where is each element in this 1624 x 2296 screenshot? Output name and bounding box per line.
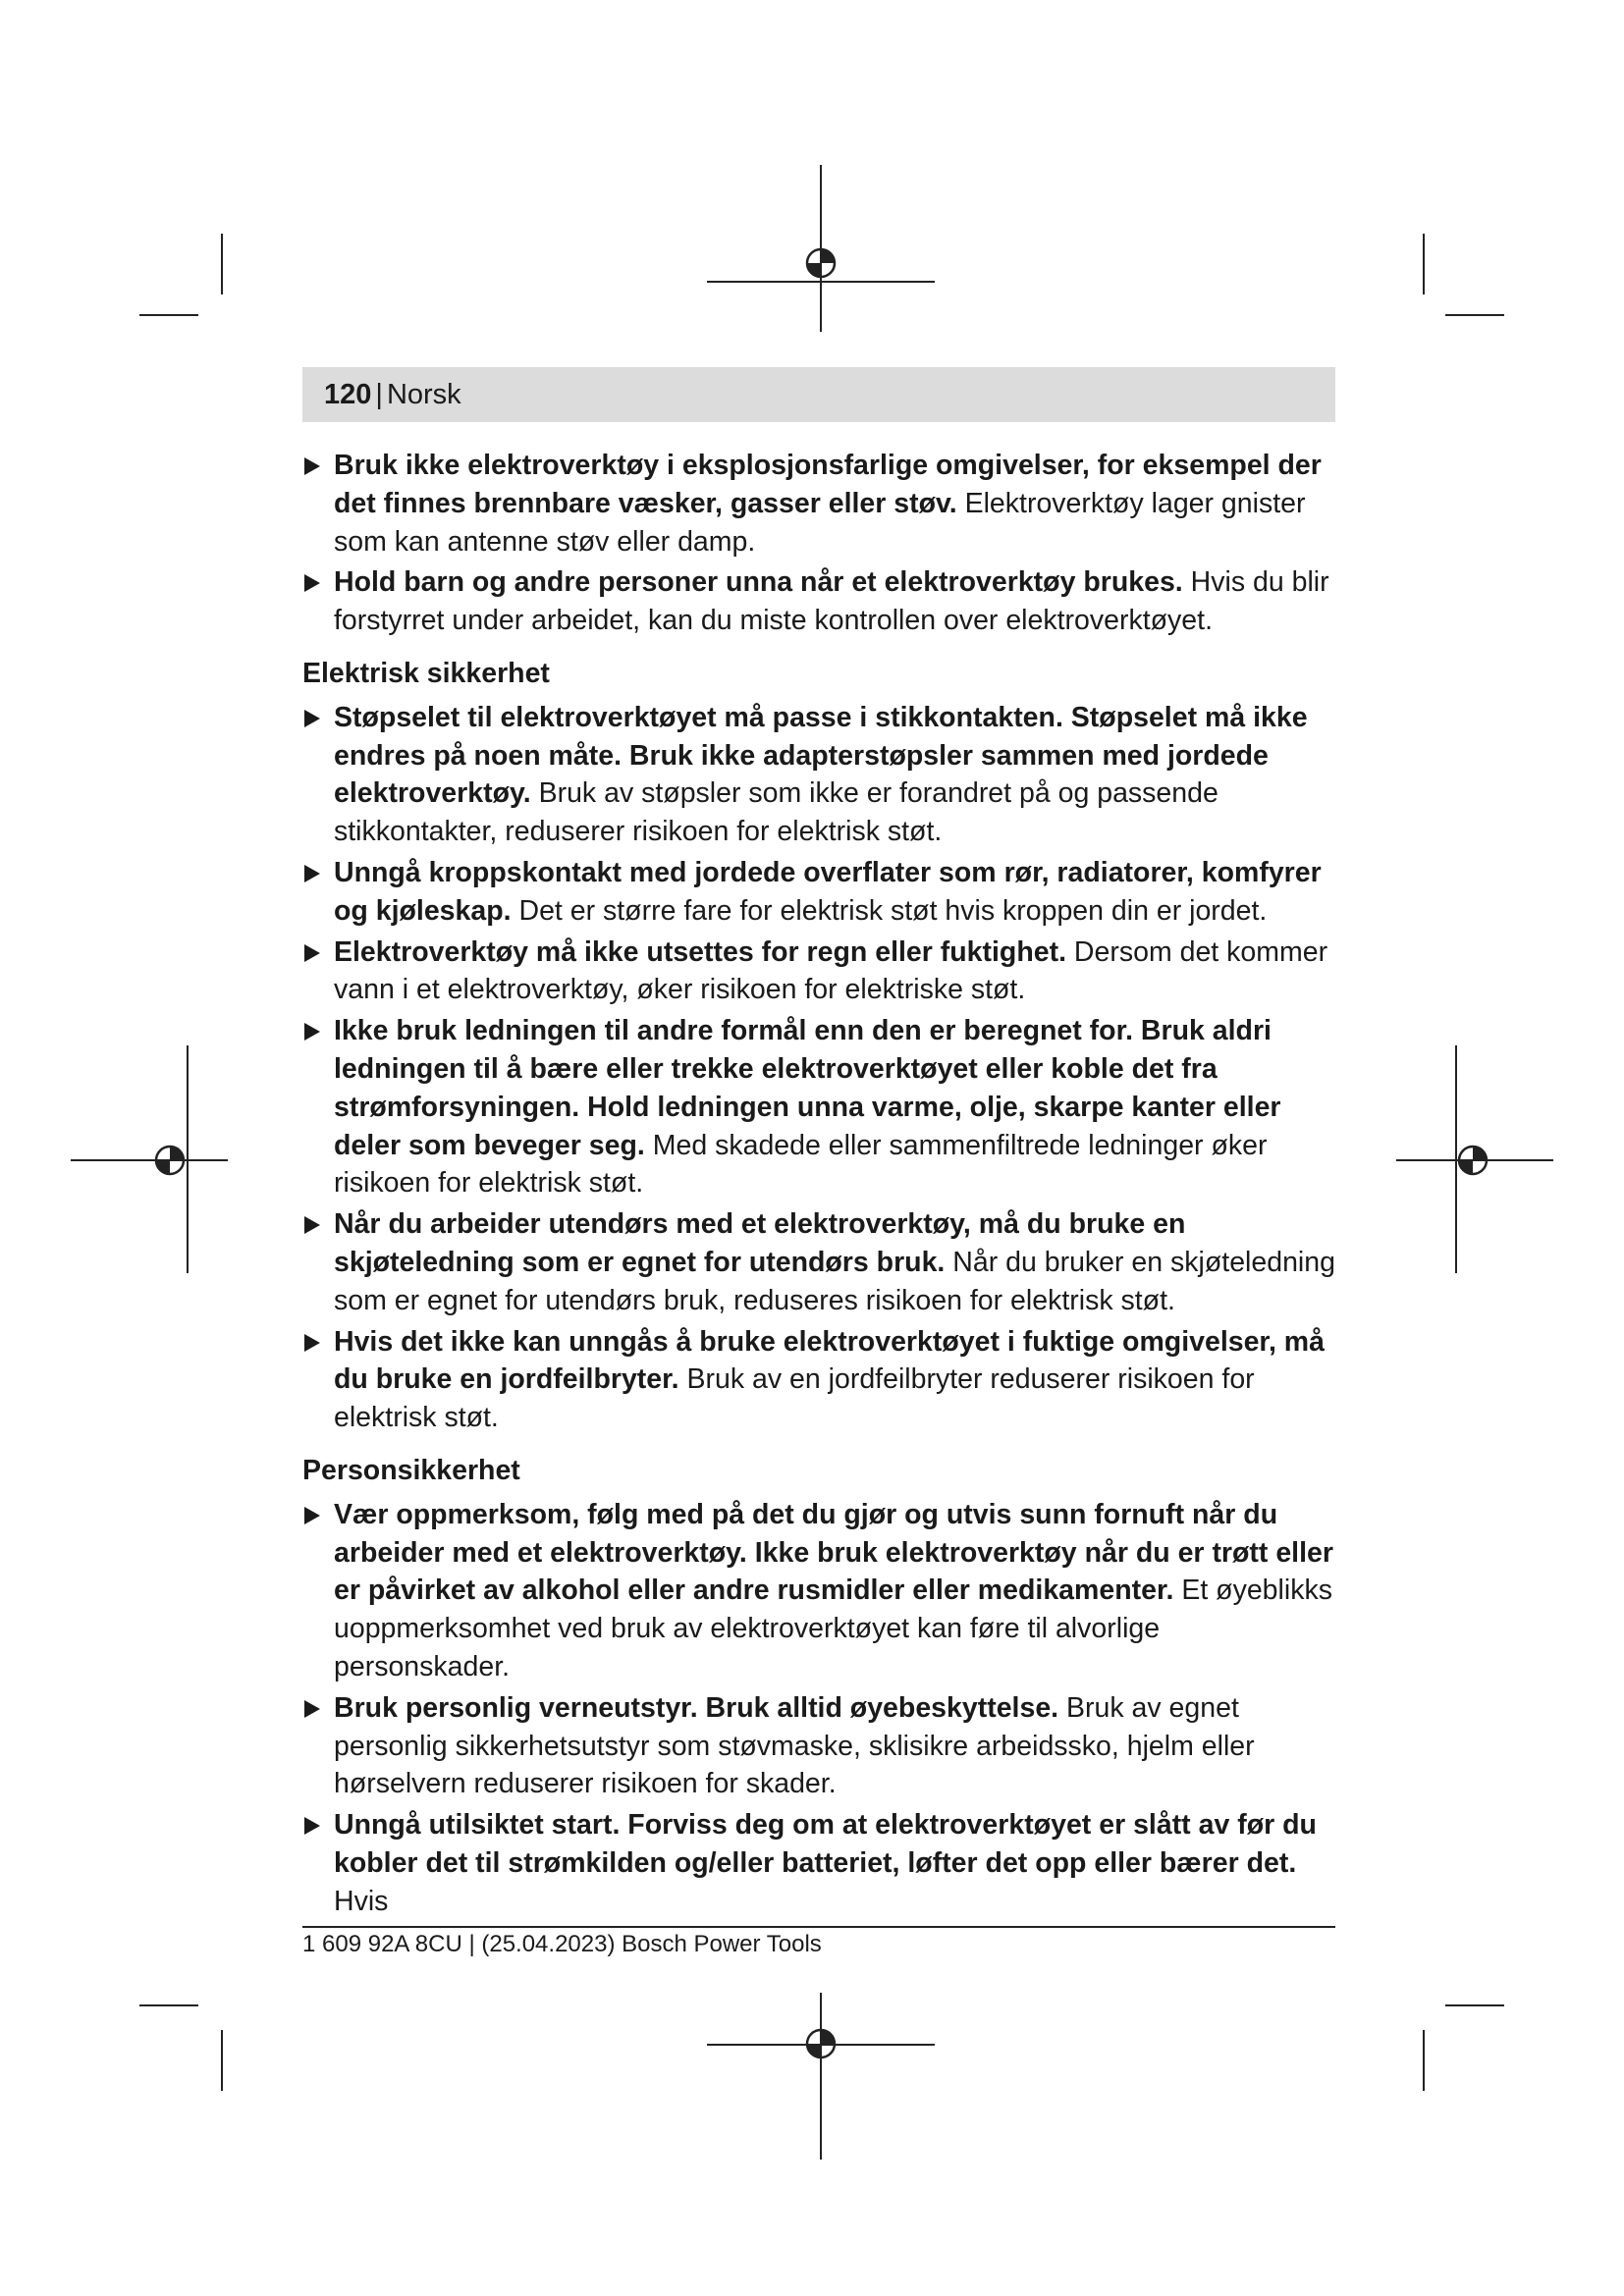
main-content <box>302 447 1335 1923</box>
bold-instruction: Vær oppmerksom, følg med på det du gjør og utvis sunn fornuft når du arbeider med et elektroverktøy. Ikke bruk elektroverktøy når du er trøtt eller er påvirket av alkohol eller andre rusmidler eller medikamenter. <box>334 1498 1333 1607</box>
bullet-arrow-icon <box>304 944 320 962</box>
explanation-text: Hvis du blir forstyrret under arbeidet, kan du miste kontrollen over elektroverktøyet. <box>334 566 1329 637</box>
explanation-text: Et øyeblikks uoppmerksomhet ved bruk av elektroverktøyet kan føre til alvorlige personskader. <box>334 1575 1332 1682</box>
explanation-text: Elektroverktøy lager gnister som kan antenne støv eller damp. <box>334 487 1306 558</box>
bold-instruction: Unngå kroppskontakt med jordede overflater som rør, radiatorer, komfyrer og kjøleskap. <box>334 856 1322 927</box>
bold-instruction: Bruk ikke elektroverktøy i eksplosjonsfarlige omgivelser, for eksempel der det finnes brennbare væsker, gasser eller støv. <box>334 450 1322 519</box>
crop-mark <box>820 1993 822 2160</box>
crop-mark <box>221 2030 223 2091</box>
explanation-text: Hvis <box>334 1885 389 1917</box>
list-item <box>302 1205 1335 1319</box>
explanation-text: Bruk av støpsler som ikke er forandret på og passende stikkontakter, reduserer risikoen for elektrisk støt. <box>334 777 1218 848</box>
list-item <box>302 1496 1335 1686</box>
bullet-arrow-icon <box>304 1507 320 1524</box>
bold-instruction: Når du arbeider utendørs med et elektroverktøy, må du bruke en skjøteledning som er egnet for utendørs bruk. <box>334 1208 1186 1278</box>
footer-rule <box>302 1926 1335 1928</box>
list-item <box>302 447 1335 561</box>
header-text <box>324 377 461 412</box>
explanation-text: Med skadede eller sammenfiltrede ledninger øker risikoen for elektrisk støt. <box>334 1129 1268 1200</box>
list-item <box>302 1323 1335 1437</box>
explanation-text: Dersom det kommer vann i et elektroverktøy, øker risikoen for elektriske støt. <box>334 935 1328 1006</box>
section-heading-elektrisk: Elektrisk sikkerhet <box>302 657 550 689</box>
header-language: Norsk <box>386 379 461 410</box>
explanation-text: Det er større fare for elektrisk støt hvis kroppen din er jordet. <box>518 894 1268 927</box>
page-header <box>302 367 1335 422</box>
crop-mark <box>139 2004 198 2006</box>
registration-mark-icon <box>152 1143 188 1178</box>
crop-mark <box>71 1159 228 1161</box>
explanation-text: Bruk av en jordfeilbryter reduserer risikoen for elektrisk støt. <box>334 1363 1255 1434</box>
explanation-text: Bruk av egnet personlig sikkerhetsutstyr som støvmaske, sklisikre arbeidssko, hjelm eller hørselvern reduserer risikoen for skader. <box>334 1691 1255 1800</box>
bullet-arrow-icon <box>304 1334 320 1352</box>
crop-mark <box>221 234 223 294</box>
list-item <box>302 563 1335 640</box>
footer-text: 1 609 92A 8CU | (25.04.2023) Bosch Power Tools <box>302 1931 822 1957</box>
registration-mark-icon <box>803 245 839 281</box>
list-item <box>302 1012 1335 1202</box>
bold-instruction: Støpselet til elektroverktøyet må passe i stikkontakten. Støpselet må ikke endres på noen måte. Bruk ikke adapterstøpsler sammen med jordede elektroverktøy. <box>334 701 1308 810</box>
bold-instruction: Hold barn og andre personer unna når et elektroverktøy brukes. <box>334 566 1183 599</box>
header-separator: | <box>375 379 383 410</box>
bullet-arrow-icon <box>304 865 320 882</box>
list-item <box>302 1806 1335 1920</box>
list-item <box>302 934 1335 1010</box>
bullet-arrow-icon <box>304 1700 320 1718</box>
bullet-arrow-icon <box>304 710 320 727</box>
list-item <box>302 1689 1335 1803</box>
bullet-arrow-icon <box>304 1817 320 1835</box>
bold-instruction: Hvis det ikke kan unngås å bruke elektroverktøyet i fuktige omgivelser, må du bruke en jordfeilbryter. <box>334 1325 1325 1396</box>
registration-mark-icon <box>803 2026 839 2061</box>
crop-mark <box>1445 2004 1504 2006</box>
bullet-arrow-icon <box>304 1023 320 1041</box>
bullet-arrow-icon <box>304 574 320 592</box>
bullet-arrow-icon <box>304 1216 320 1234</box>
bold-instruction: Bruk personlig verneutstyr. Bruk alltid øyebeskyttelse. <box>334 1691 1059 1724</box>
bold-instruction: Ikke bruk ledningen til andre formål enn den er beregnet for. Bruk aldri ledningen til å bære eller trekke elektroverktøyet eller koble det fra strømforsyningen. Hold ledningen unna varme, olje, skarpe kanter eller deler som beveger seg. <box>334 1015 1281 1161</box>
bullet-arrow-icon <box>304 457 320 475</box>
bold-instruction: Elektroverktøy må ikke utsettes for regn eller fuktighet. <box>334 935 1066 968</box>
crop-mark <box>1423 2030 1425 2091</box>
crop-mark <box>139 314 198 316</box>
list-item <box>302 854 1335 931</box>
registration-mark-icon <box>1455 1143 1490 1178</box>
crop-mark <box>1423 234 1425 294</box>
crop-mark <box>1445 314 1504 316</box>
bold-instruction: Unngå utilsiktet start. Forviss deg om at elektroverktøyet er slått av før du kobler det til strømkilden og/eller batteriet, løfter det opp eller bærer det. <box>334 1809 1317 1879</box>
explanation-text: Når du bruker en skjøteledning som er egnet for utendørs bruk, reduseres risikoen for elektrisk støt. <box>334 1246 1335 1316</box>
page-number: 120 <box>324 379 372 410</box>
list-item <box>302 699 1335 851</box>
section-heading-person: Personsikkerhet <box>302 1454 520 1486</box>
